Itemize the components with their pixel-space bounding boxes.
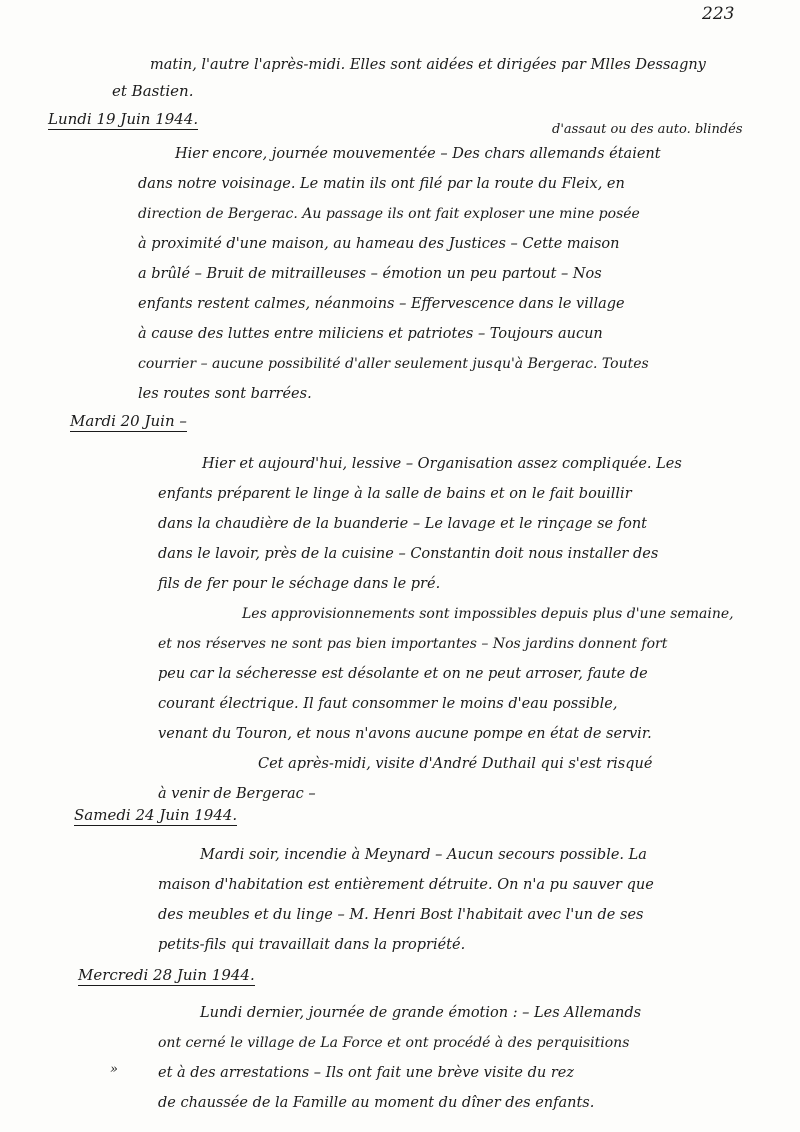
entry-3-line-2: maison d'habitation est entièrement détruite. On n'a pu sauver que — [158, 877, 654, 893]
entry-heading-2-text: Mardi 20 Juin – — [70, 412, 187, 430]
entry-1-insertion: d'assaut ou des auto. blindés — [552, 122, 743, 137]
entry-1-line-3: direction de Bergerac. Au passage ils ont fait exploser une mine posée — [138, 206, 640, 222]
entry-4-line-1: Lundi dernier, journée de grande émotion : – Les Allemands — [200, 1005, 642, 1021]
entry-3-line-4: petits-fils qui travaillait dans la propriété. — [158, 937, 466, 953]
entry-1-line-9: les routes sont barrées. — [138, 386, 312, 402]
entry-1-line-7: à cause des luttes entre miliciens et patriotes – Toujours aucun — [138, 326, 603, 342]
entry-4-line-2: ont cerné le village de La Force et ont procédé à des perquisitions — [158, 1035, 630, 1051]
entry-heading-3 — [74, 806, 237, 824]
entry-1-line-6: enfants restent calmes, néanmoins – Effervescence dans le village — [138, 296, 625, 312]
entry-2-line-5: fils de fer pour le séchage dans le pré. — [158, 576, 441, 592]
entry-2-line-1: Hier et aujourd'hui, lessive – Organisation assez compliquée. Les — [202, 456, 682, 472]
entry-4-line-4: de chaussée de la Famille au moment du dîner des enfants. — [158, 1095, 595, 1111]
entry-2-line-4: dans le lavoir, près de la cuisine – Constantin doit nous installer des — [158, 546, 659, 562]
entry-1-line-5: a brûlé – Bruit de mitrailleuses – émotion un peu partout – Nos — [138, 266, 602, 282]
entry-4-margin-mark: » — [110, 1062, 118, 1077]
entry-2-line-11: Cet après-midi, visite d'André Duthail qui s'est risqué — [258, 756, 653, 772]
page-number: 223 — [702, 4, 735, 24]
entry-heading-1 — [48, 110, 198, 128]
entry-2-line-10: venant du Touron, et nous n'avons aucune pompe en état de servir. — [158, 726, 652, 742]
entry-2-line-6: Les approvisionnements sont impossibles depuis plus d'une semaine, — [242, 606, 734, 622]
entry-1-line-4: à proximité d'une maison, au hameau des Justices – Cette maison — [138, 236, 620, 252]
entry-heading-1-text: Lundi 19 Juin 1944. — [48, 110, 199, 128]
entry-2-line-2: enfants préparent le linge à la salle de bains et on le fait bouillir — [158, 486, 632, 502]
entry-2-line-12: à venir de Bergerac – — [158, 786, 316, 802]
entry-2-line-3: dans la chaudière de la buanderie – Le lavage et le rinçage se font — [158, 516, 648, 532]
intro-line-2: et Bastien. — [112, 82, 194, 100]
entry-1-line-1: Hier encore, journée mouvementée – Des chars allemands étaient — [175, 146, 661, 162]
entry-3-line-3: des meubles et du linge – M. Henri Bost l'habitait avec l'un de ses — [158, 907, 644, 923]
entry-3-line-1: Mardi soir, incendie à Meynard – Aucun secours possible. La — [200, 847, 647, 863]
entry-4-line-3: et à des arrestations – Ils ont fait une brève visite du rez — [158, 1065, 574, 1081]
entry-2-line-9: courant électrique. Il faut consommer le moins d'eau possible, — [158, 696, 618, 712]
entry-heading-4 — [78, 966, 255, 984]
entry-2-line-7: et nos réserves ne sont pas bien importantes – Nos jardins donnent fort — [158, 636, 668, 652]
intro-line-1: matin, l'autre l'après-midi. Elles sont aidées et dirigées par Mlles Dessagny — [150, 57, 706, 73]
entry-1-line-8: courrier – aucune possibilité d'aller seulement jusqu'à Bergerac. Toutes — [138, 356, 649, 372]
entry-heading-4-text: Mercredi 28 Juin 1944. — [78, 966, 255, 984]
entry-2-line-8: peu car la sécheresse est désolante et on ne peut arroser, faute de — [158, 666, 648, 682]
entry-heading-2 — [70, 412, 187, 430]
entry-heading-3-text: Samedi 24 Juin 1944. — [74, 806, 238, 824]
entry-1-line-2: dans notre voisinage. Le matin ils ont filé par la route du Fleix, en — [138, 176, 625, 192]
